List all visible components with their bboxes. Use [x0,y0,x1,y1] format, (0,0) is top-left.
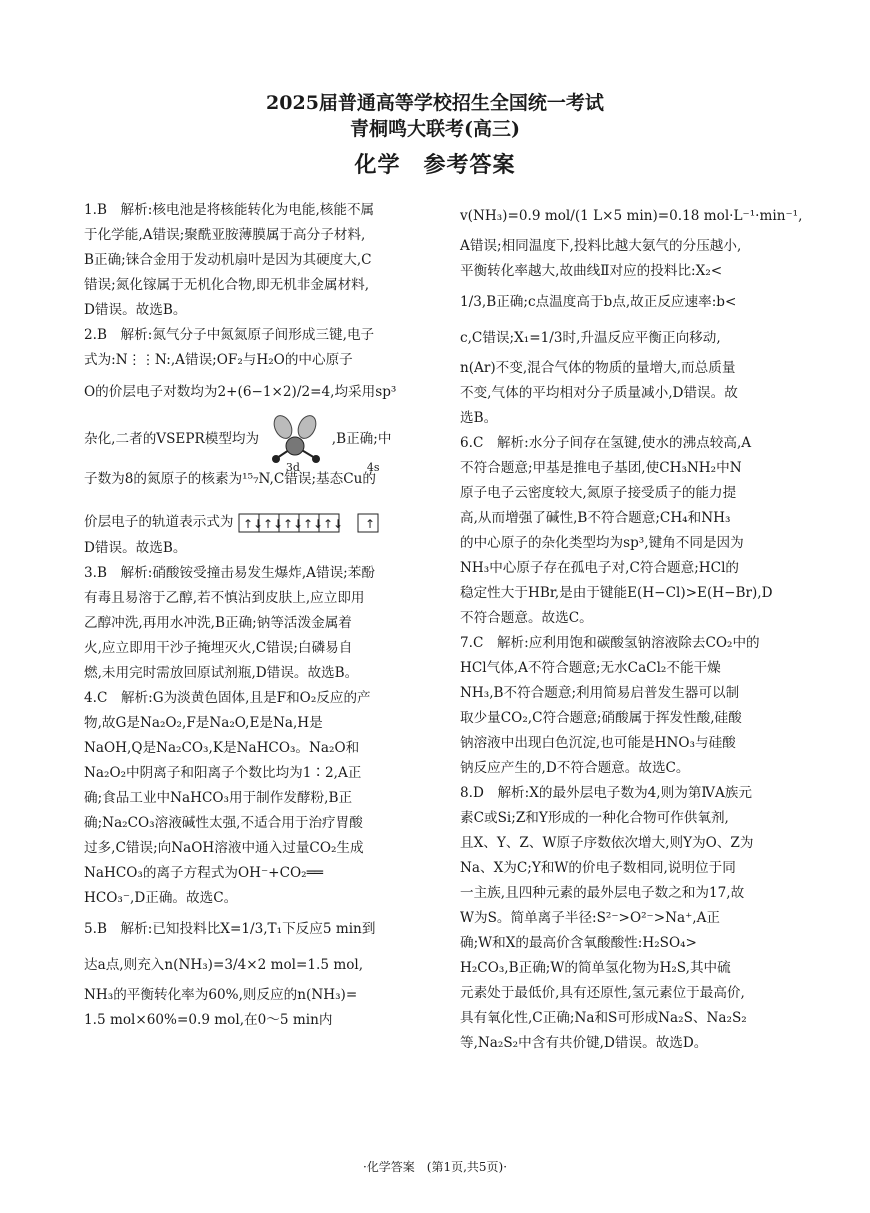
answer-line: W为S。简单离子半径:S²⁻>O²⁻>Na⁺,A正 [460,910,721,926]
answer-line: 达a点,则充入n(NH₃)=3/4×2 mol=1.5 mol, [84,957,364,973]
answer-line: 确;Na₂CO₃溶液碱性太强,不适合用于治疗胃酸 [84,815,363,831]
answer-line: 元素处于最低价,具有还原性,氢元素位于最高价, [460,985,745,1001]
svg-text:↑↓: ↑↓ [282,516,303,531]
answer-line: 选B。 [460,410,498,426]
answer-line: v(NH₃)=0.9 mol/(1 L×5 min)=0.18 mol·L⁻¹·min⁻¹, [460,208,803,224]
answer-line: 具有氧化性,C正确;Na和S可形成Na₂S、Na₂S₂ [460,1010,747,1026]
orbital-label-3d: 3d [285,461,300,474]
answer-line: 高,从而增强了碱性,B不符合题意;CH₄和NH₃ [460,510,731,526]
svg-text:↑: ↑ [364,516,375,531]
answer-line: 3.B 解析:硝酸铵受撞击易发生爆炸,A错误;苯酚 [84,565,375,581]
answer-line: 不符合题意。故选C。 [460,610,593,626]
answer-line: 8.D 解析:X的最外层电子数为4,则为第ⅣA族元 [460,785,752,801]
answer-line: 5.B 解析:已知投料比X=1/3,T₁下反应5 min到 [84,921,376,937]
answer-text: 杂化,二者的VSEPR模型均为 [84,431,260,447]
answer-line: H₂CO₃,B正确;W的简单氢化物为H₂S,其中硫 [460,960,731,976]
answer-line: NH₃中心原子存在孤电子对,C符合题意;HCl的 [460,560,740,576]
svg-text:↑↓: ↑↓ [262,516,283,531]
answer-line: B正确;铼合金用于发动机扇叶是因为其硬度大,C [84,252,372,268]
answer-line: 等,Na₂S₂中含有共价键,D错误。故选D。 [460,1035,708,1051]
answer-line: 2.B 解析:氮气分子中氮氮原子间形成三键,电子 [84,327,375,343]
answer-line: 钠溶液中出现白色沉淀,也可能是HNO₃与硅酸 [460,735,736,751]
answer-line: 的中心原子的杂化类型均为sp³,键角不同是因为 [460,535,744,551]
answer-line: n(Ar)不变,混合气体的物质的量增大,而总质量 [460,360,736,376]
svg-text:↑↓: ↑↓ [302,516,323,531]
answer-line: Na₂O₂中阴离子和阳离子个数比均为1∶2,A正 [84,765,362,781]
orbital-label-4s: 4s [366,461,380,474]
answer-line: 1.B 解析:核电池是将核能转化为电能,核能不属 [84,202,375,218]
answer-line: 有毒且易溶于乙醇,若不慎沾到皮肤上,应立即用 [84,590,365,606]
answer-line: 燃,未用完时需放回原试剂瓶,D错误。故选B。 [84,665,359,681]
answer-line: O的价层电子对数均为2+(6−1×2)/2=4,均采用sp³ [84,384,397,400]
answer-line: 错误;氮化镓属于无机化合物,即无机非金属材料, [84,277,370,293]
answer-line: NaHCO₃的离子方程式为OH⁻+CO₂══ [84,865,323,881]
answer-line: 7.C 解析:应利用饱和碳酸氢钠溶液除去CO₂中的 [460,635,760,651]
answer-line-with-model [84,411,432,467]
answer-line: HCO₃⁻,D正确。故选C。 [84,890,238,906]
orbital-diagram [238,461,380,552]
answer-line: Na、X为C;Y和W的价电子数相同,说明位于同 [460,860,736,876]
answer-line: 火,应立即用干沙子掩埋灭火,C错误;白磷易自 [84,640,353,656]
answer-line: D错误。故选B。 [84,540,187,556]
answer-line: 1/3,B正确;c点温度高于b点,故正反应速率:b< [460,294,737,310]
answer-line: 平衡转化率越大,故曲线Ⅱ对应的投料比:X₂< [460,263,723,279]
answer-text: 价层电子的轨道表示式为 [84,514,234,530]
answer-line: 物,故G是Na₂O₂,F是Na₂O,E是Na,H是 [84,715,323,731]
answer-line: 确;W和X的最高价含氧酸酸性:H₂SO₄> [460,935,697,951]
answer-line: 过多,C错误;向NaOH溶液中通入过量CO₂生成 [84,840,364,856]
answer-line: NaOH,Q是Na₂CO₃,K是NaHCO₃。Na₂O和 [84,740,360,756]
answer-line: 子数为8的氮原子的核素为¹⁵₇N,C错误;基态Cu的 [84,471,376,487]
answer-line: 原子电子云密度较大,氮原子接受质子的能力提 [460,485,737,501]
answer-line: 4.C 解析:G为淡黄色固体,且是F和O₂反应的产 [84,690,371,706]
answer-line: 取少量CO₂,C符合题意;硝酸属于挥发性酸,硅酸 [460,710,742,726]
answer-line: 乙醇冲洗,再用水冲洗,B正确;钠等活泼金属着 [84,615,352,631]
answer-text: ,B正确;中 [331,431,392,447]
answer-line: 确;食品工业中NaHCO₃用于制作发酵粉,B正 [84,790,353,806]
answer-line: D错误。故选B。 [84,302,187,318]
answer-line: NH₃的平衡转化率为60%,则反应的n(NH₃)= [84,987,358,1003]
answer-line: 一主族,且四种元素的最外层电子数之和为17,故 [460,885,745,901]
answer-line: 不符合题意;甲基是推电子基团,使CH₃NH₂中N [460,460,742,476]
answer-line: 钠反应产生的,D不符合题意。故选C。 [460,760,690,776]
answer-line: HCl气体,A不符合题意;无水CaCl₂不能干燥 [460,660,721,676]
answer-line: NH₃,B不符合题意;利用简易启普发生器可以制 [460,685,740,701]
answer-line: 6.C 解析:水分子间存在氢键,使水的沸点较高,A [460,435,752,451]
answer-line: 不变,气体的平均相对分子质量减小,D错误。故 [460,385,738,401]
answer-line: 稳定性大于HBr,是由于键能E(H−Cl)>E(H−Br),D [460,585,773,601]
left-column [84,198,432,1033]
answer-line: 1.5 mol×60%=0.9 mol,在0～5 min内 [84,1012,333,1028]
answer-line: 于化学能,A错误;聚酰亚胺薄膜属于高分子材料, [84,227,366,243]
exam-title: 2025届普通高等学校招生全国统一考试 [266,92,604,114]
answer-title: 化学 参考答案 [354,152,516,178]
answer-line: 式为:N⋮⋮N:,A错误;OF₂与H₂O的中心原子 [84,352,353,368]
answer-line: 素C或Si;Z和Y形成的一种化合物可作供氧剂, [460,810,729,826]
answer-line: A错误;相同温度下,投料比越大氨气的分压越小, [460,238,742,254]
vsepr-tetrahedral-model-icon [263,414,327,466]
page-footer: ·化学答案 (第1页,共5页)· [362,1160,508,1174]
svg-text:↑↓: ↑↓ [242,516,263,531]
right-column [460,198,803,1056]
orbital-boxes-icon [238,512,380,534]
answer-line: 且X、Y、Z、W原子序数依次增大,则Y为O、Z为 [460,835,754,851]
svg-text:↑↓: ↑↓ [322,516,343,531]
exam-subtitle: 青桐鸣大联考(高三) [350,118,520,140]
answer-line: c,C错误;X₁=1/3时,升温反应平衡正向移动, [460,330,721,346]
